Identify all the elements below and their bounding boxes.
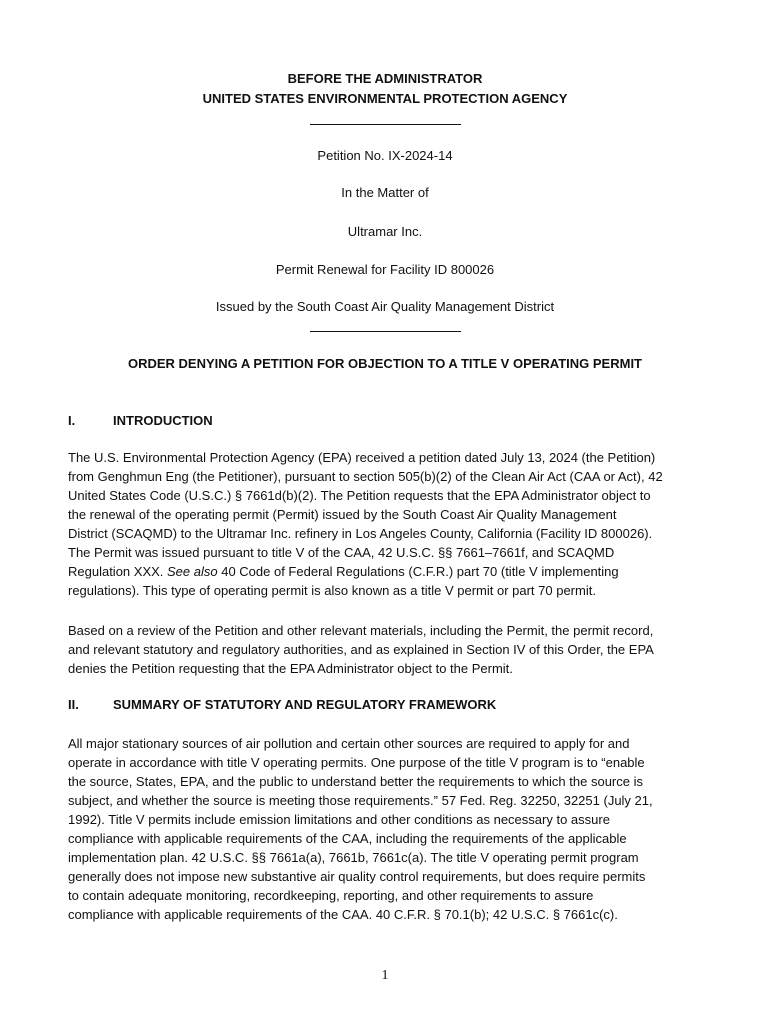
paragraph-line: 1992). Title V permits include emission limitations and other conditions as necessary to assure [68,812,610,827]
paragraph-line: regulations). This type of operating permit is also known as a title V permit or part 70 permit. [68,583,596,598]
paragraph-line: from Genghmun Eng (the Petitioner), pursuant to section 505(b)(2) of the Clean Air Act (CAA or Act), 42 [68,469,663,484]
caption-rule-bottom [310,331,461,332]
header-line-1: BEFORE THE ADMINISTRATOR [287,71,483,86]
section-number: II. [68,697,79,712]
paragraph-line: denies the Petition requesting that the EPA Administrator object to the Permit. [68,661,513,676]
paragraph-line: The Permit was issued pursuant to title V of the CAA, 42 U.S.C. §§ 7661–7661f, and SCAQMD [68,545,615,560]
paragraph-line: the renewal of the operating permit (Permit) issued by the South Coast Air Quality Management [68,507,617,522]
section-heading-introduction [68,413,213,429]
introduction-paragraph-2 [68,621,708,678]
introduction-paragraph-1 [68,448,708,600]
order-title: ORDER DENYING A PETITION FOR OBJECTION TO A TITLE V OPERATING PERMIT [127,356,642,371]
paragraph-line: to contain adequate monitoring, recordkeeping, reporting, and other requirements to assure [68,888,594,903]
paragraph-line [68,562,708,581]
paragraph-line: subject, and whether the source is meeting those requirements.” 57 Fed. Reg. 32250, 32251 (July 21, [68,793,653,808]
paragraph-line: implementation plan. 42 U.S.C. §§ 7661a(a), 7661b, 7661c(a). The title V operating permit program [68,850,639,865]
paragraph-line: District (SCAQMD) to the Ultramar Inc. refinery in Los Angeles County, California (Facility ID 800026). [68,526,653,541]
page-number: 1 [381,968,389,983]
regulation-text: Regulation XXX. [68,564,168,579]
paragraph-line: generally does not impose new substantive air quality control requirements, but does require permits [68,869,646,884]
paragraph-line: Based on a review of the Petition and other relevant materials, including the Permit, the permit record, [68,623,654,638]
party-name: Ultramar Inc. [347,224,423,239]
cfr-reference: 40 Code of Federal Regulations (C.F.R.) part 70 (title V implementing [217,564,619,579]
section-title: INTRODUCTION [113,413,213,428]
paragraph-line: United States Code (U.S.C.) § 7661d(b)(2). The Petition requests that the EPA Administrator object to [68,488,651,503]
in-the-matter: In the Matter of [341,185,429,200]
paragraph-line: compliance with applicable requirements of the CAA, including the requirements of the applicable [68,831,627,846]
paragraph-line: The U.S. Environmental Protection Agency (EPA) received a petition dated July 13, 2024 (the Petition) [68,450,656,465]
issuing-authority: Issued by the South Coast Air Quality Management District [215,299,555,314]
see-also-citation: See also [167,564,218,579]
framework-paragraph-1 [68,734,708,924]
paragraph-line: operate in accordance with title V operating permits. One purpose of the title V program is to “enable [68,755,645,770]
header-line-2: UNITED STATES ENVIRONMENTAL PROTECTION AGENCY [202,91,568,106]
section-number: I. [68,413,76,428]
paragraph-line: and relevant statutory and regulatory authorities, and as explained in Section IV of this Order, the EPA [68,642,654,657]
permit-description: Permit Renewal for Facility ID 800026 [275,262,495,277]
paragraph-line: compliance with applicable requirements of the CAA. 40 C.F.R. § 70.1(b); 42 U.S.C. § 7661c(c). [68,907,618,922]
caption-rule-top [310,124,461,125]
petition-number: Petition No. IX-2024-14 [317,148,453,163]
section-heading-framework [68,697,496,713]
paragraph-line: the source, States, EPA, and the public to understand better the requirements to which the source is [68,774,643,789]
section-title: SUMMARY OF STATUTORY AND REGULATORY FRAMEWORK [113,697,497,712]
paragraph-line: All major stationary sources of air pollution and certain other sources are required to apply for and [68,736,630,751]
